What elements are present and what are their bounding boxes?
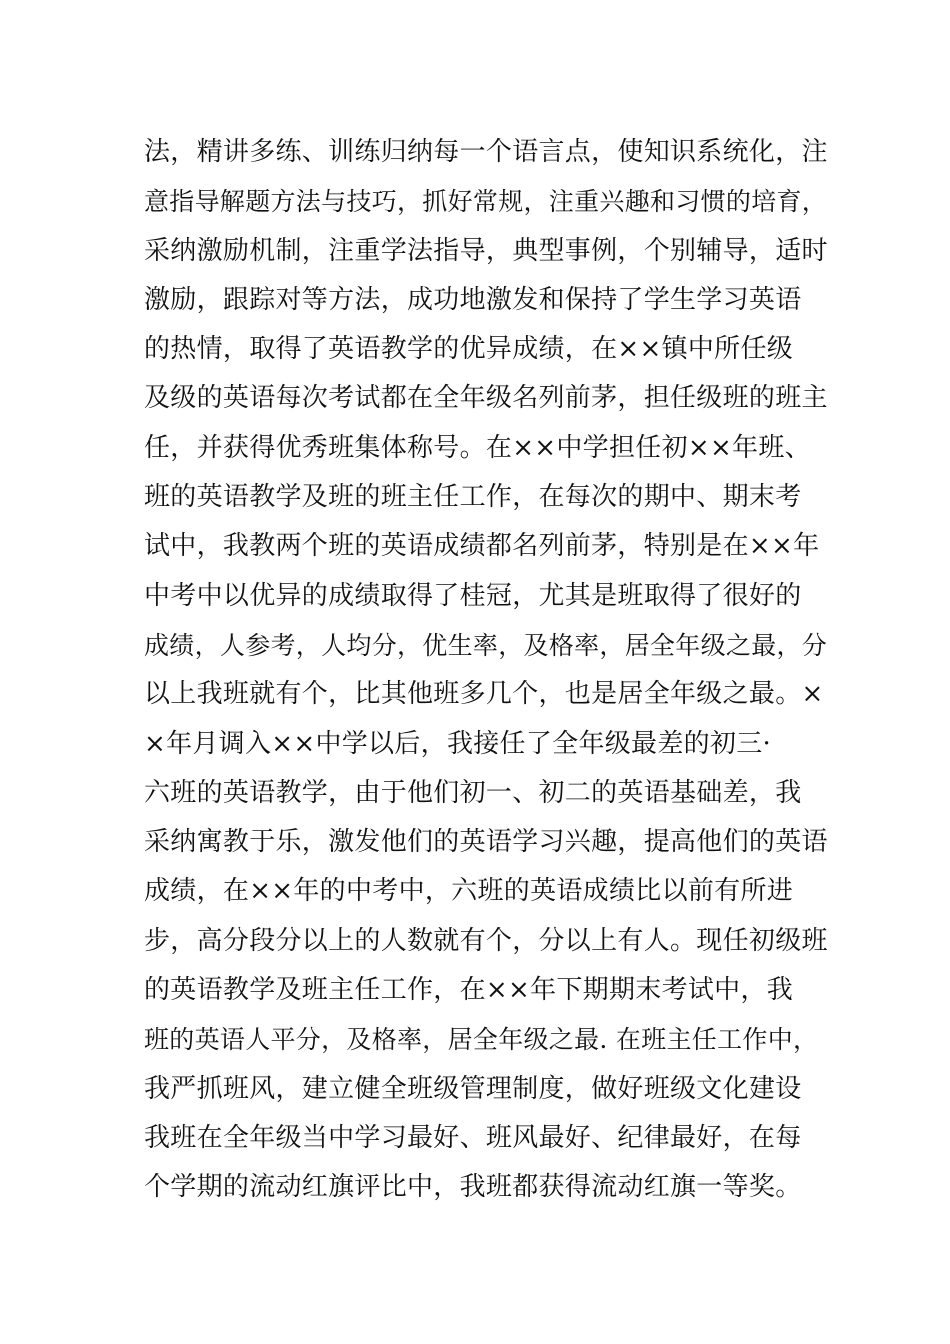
text-line: 六班的英语教学，由于他们初一、初二的英语基础差，我 bbox=[144, 777, 802, 808]
text-line: 意指导解题方法与技巧，抓好常规，注重兴趣和习惯的培育， bbox=[144, 187, 828, 217]
text-line: 的英语教学及班主任工作，在××年下期期末考试中，我 bbox=[144, 975, 794, 1006]
text-line: 及级的英语每次考试都在全年级名列前茅，担任级班的班主 bbox=[144, 383, 828, 414]
text-line: 个学期的流动红旗评比中，我班都获得流动红旗一等奖。 bbox=[144, 1172, 802, 1203]
text-line: 成绩，人参考，人均分，优生率，及格率，居全年级之最，分 bbox=[144, 630, 828, 660]
text-line: 采纳激励机制，注重学法指导，典型事例，个别辅导，适时 bbox=[144, 235, 828, 266]
text-line: 试中，我教两个班的英语成绩都名列前茅，特别是在××年 bbox=[144, 531, 820, 562]
body-text bbox=[144, 128, 828, 1213]
text-line: 采纳寓教于乐，激发他们的英语学习兴趣，提高他们的英语 bbox=[144, 827, 828, 858]
text-line: ×年月调入××中学以后，我接任了全年级最差的初三· bbox=[144, 728, 772, 759]
text-line: 任，并获得优秀班集体称号。在××中学担任初××年班、 bbox=[144, 432, 811, 463]
text-line: 以上我班就有个，比其他班多几个，也是居全年级之最。× bbox=[144, 679, 824, 710]
text-line: 我严抓班风，建立健全班级管理制度，做好班级文化建设 bbox=[144, 1073, 802, 1104]
text-line: 激励，跟踪对等方法，成功地激发和保持了学生学习英语 bbox=[144, 284, 802, 315]
text-line: 法，精讲多练、训练归纳每一个语言点，使知识系统化，注 bbox=[144, 137, 828, 167]
text-line: 步，高分段分以上的人数就有个，分以上有人。现任初级班 bbox=[144, 925, 828, 956]
text-line: 的热情，取得了英语教学的优异成绩，在××镇中所任级 bbox=[144, 334, 794, 365]
text-line: 班的英语教学及班的班主任工作，在每次的期中、期末考 bbox=[144, 482, 802, 513]
text-line: 班的英语人平分，及格率，居全年级之最. 在班主任工作中， bbox=[144, 1025, 819, 1055]
text-line: 成绩，在××年的中考中，六班的英语成绩比以前有所进 bbox=[144, 876, 794, 907]
text-line: 我班在全年级当中学习最好、班风最好、纪律最好，在每 bbox=[144, 1122, 802, 1153]
text-line: 中考中以优异的成绩取得了桂冠，尤其是班取得了很好的 bbox=[144, 580, 802, 611]
